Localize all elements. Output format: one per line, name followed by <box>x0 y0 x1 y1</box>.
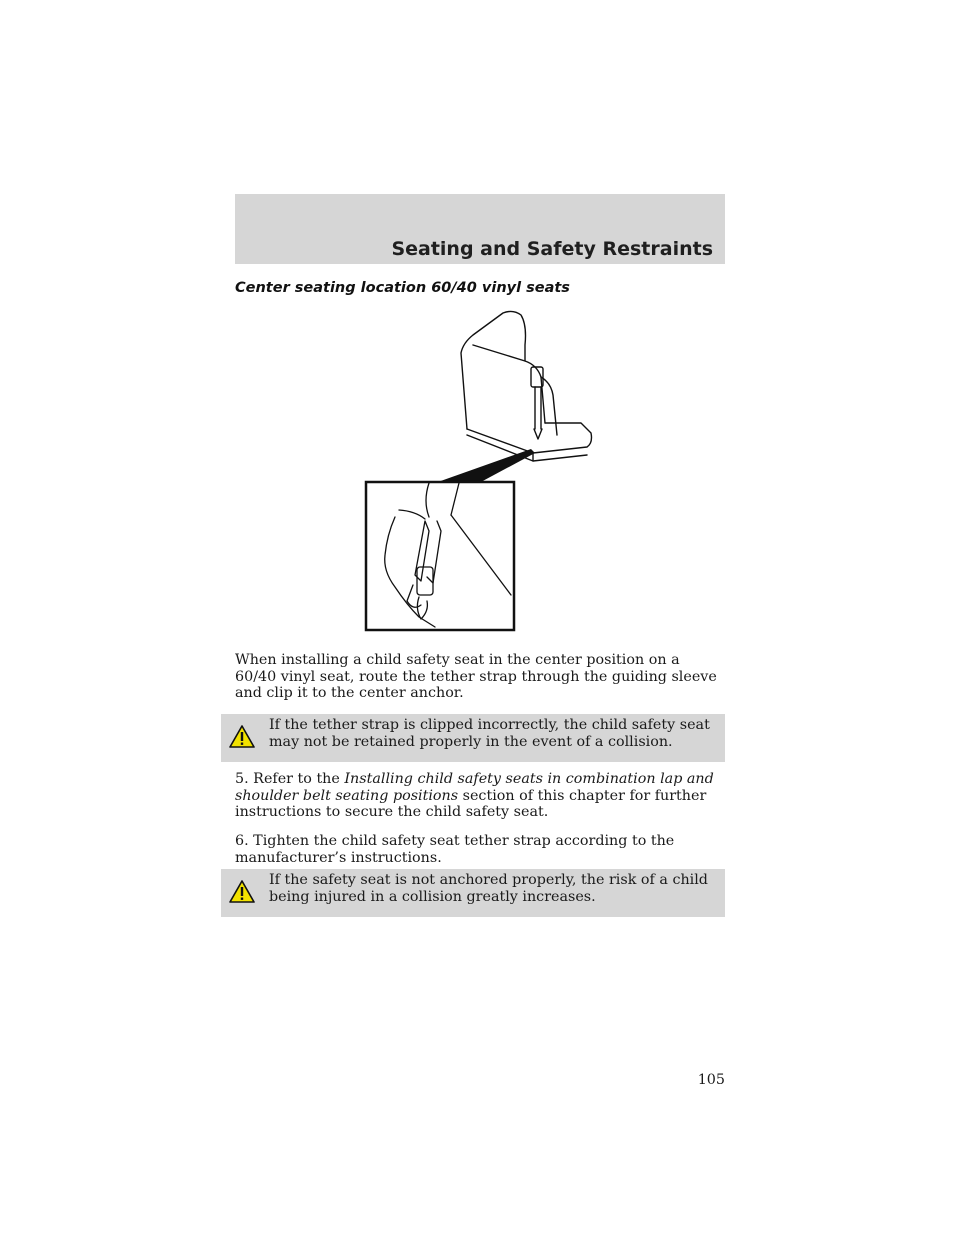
paragraph-step-6: 6. Tighten the child safety seat tether strap according to the manufacturer’s instructions. <box>235 833 675 866</box>
warning-triangle-icon <box>228 879 256 904</box>
step-5-text-end: section of this chapter for further instructions to secure the child safety seat. <box>235 787 707 820</box>
section-title: Center seating location 60/40 vinyl seats <box>235 280 570 296</box>
page-number: 105 <box>697 1072 725 1088</box>
paragraph-installing-center: When installing a child safety seat in the center position on a 60/40 vinyl seat, route the tether strap through the guiding sleeve and clip it to the center anchor. <box>235 652 717 701</box>
step-5-reference: Installing child safety seats in combination lap and shoulder belt seating positions <box>235 771 714 804</box>
chapter-title: Seating and Safety Restraints <box>391 238 713 260</box>
warning-text: If the tether strap is clipped incorrectly, the child safety seat may not be retained properly in the event of a collision. <box>269 717 710 750</box>
chapter-header-bar <box>235 194 725 264</box>
seat-tether-illustration <box>355 305 615 635</box>
paragraph-step-5 <box>235 771 725 821</box>
warning-box <box>221 869 725 917</box>
warning-text: If the safety seat is not anchored properly, the risk of a child being injured in a collision greatly increases. <box>269 872 708 905</box>
seat-illustration-svg <box>355 305 615 635</box>
step-5-text: 5. Refer to the <box>235 771 345 787</box>
warning-box <box>221 714 725 762</box>
warning-triangle-icon <box>228 724 256 749</box>
